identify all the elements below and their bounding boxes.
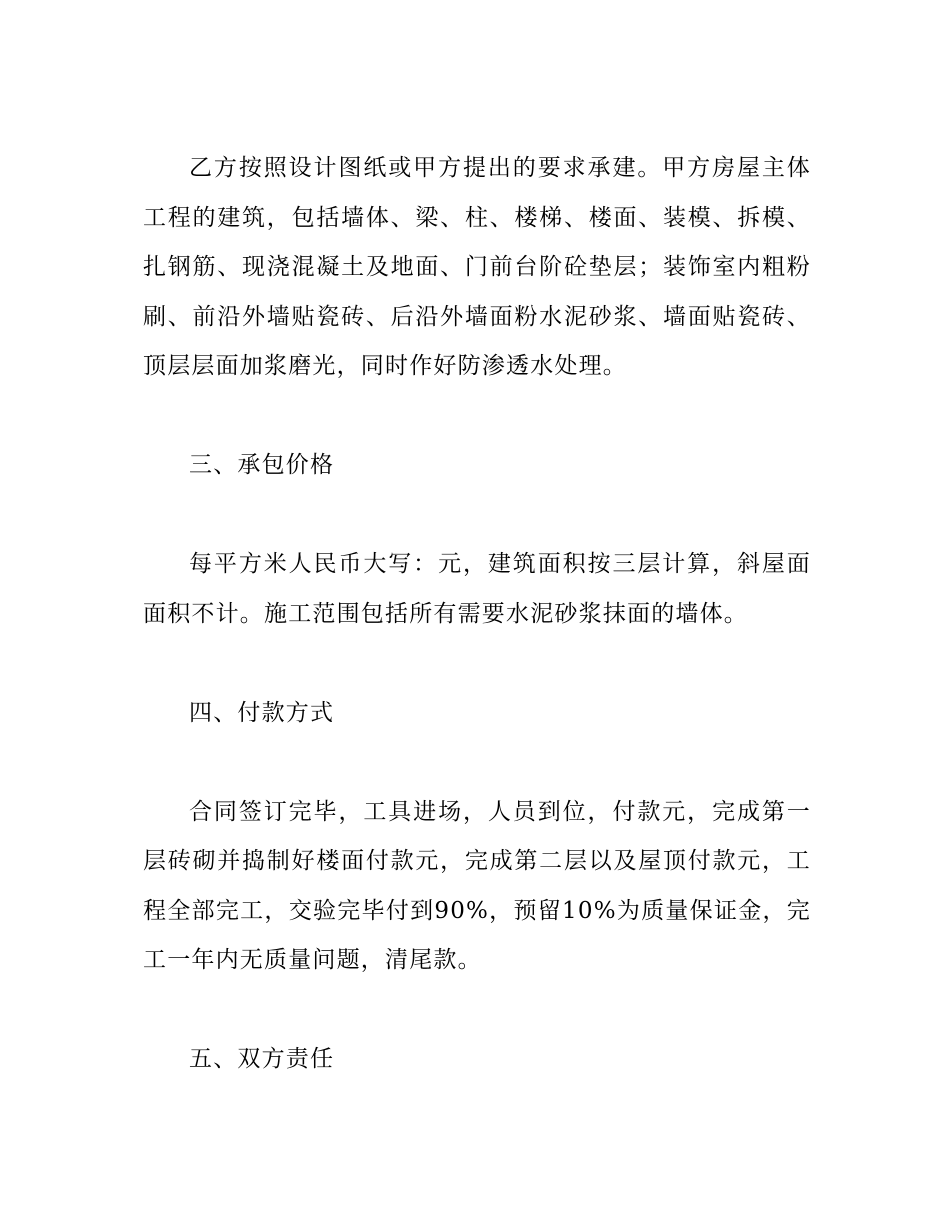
document-body	[143, 144, 811, 1085]
paragraph-gap	[143, 491, 811, 541]
paragraph-scope-of-work: 乙方按照设计图纸或甲方提出的要求承建。甲方房屋主体工程的建筑，包括墙体、梁、柱、楼梯、楼面、装模、拆模、扎钢筋、现浇混凝土及地面、门前台阶砼垫层；装饰室内粗粉刷、前沿外墙贴瓷砖、后沿外墙面粉水泥砂浆、墙面贴瓷砖、顶层层面加浆磨光，同时作好防渗透水处理。	[143, 155, 811, 379]
paragraph-gap	[143, 738, 811, 788]
section-heading-responsibilities: 五、双方责任	[189, 1046, 335, 1072]
paragraph-payment-method: 合同签订完毕，工具进场，人员到位，付款元，完成第一层砖砌并捣制好楼面付款元，完成第二层以及屋顶付款元，工程全部完工，交验完毕付到90%，预留10%为质量保证金，完工一年内无质量问题，清尾款。	[143, 798, 811, 973]
paragraph-gap	[143, 392, 811, 442]
section-heading-contract-price: 三、承包价格	[189, 452, 335, 478]
paragraph-contract-price: 每平方米人民币大写：元，建筑面积按三层计算，斜屋面面积不计。施工范围包括所有需要水泥砂浆抹面的墙体。	[143, 551, 811, 627]
section-heading-payment-method: 四、付款方式	[189, 699, 335, 726]
paragraph-gap	[143, 639, 811, 689]
paragraph-gap	[143, 986, 811, 1036]
